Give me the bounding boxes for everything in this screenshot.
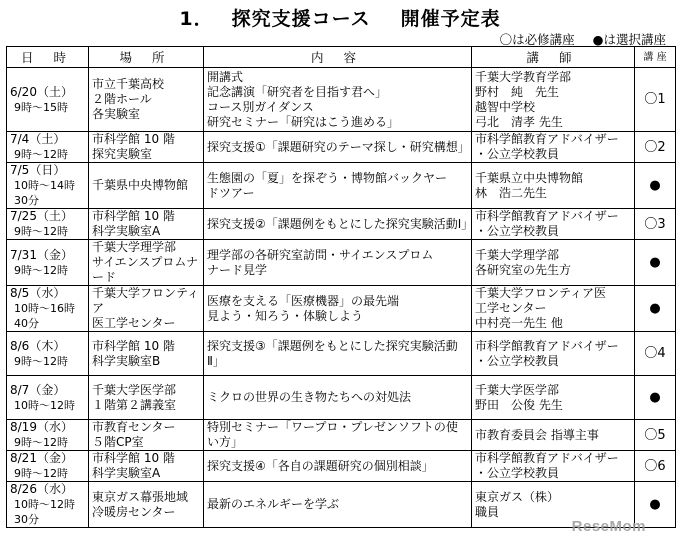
cell-lecturer: [472, 286, 635, 332]
cell-lecturer-line: 市科学館教育アドバイザー: [475, 338, 619, 353]
cell-date: [7, 451, 89, 482]
header-course: 講 座: [635, 47, 676, 68]
cell-place-line: 科学実験室B: [92, 353, 161, 368]
cell-place: [89, 482, 204, 528]
cell-course: [635, 163, 676, 209]
cell-content-line: 理学部の各研究室訪問・サイエンスプロム: [207, 247, 434, 262]
cell-place: [89, 132, 204, 163]
cell-course: [635, 240, 676, 286]
time-text: 9時〜12時: [14, 263, 68, 277]
date-text: 7/5（日）: [10, 163, 66, 177]
elective-bullet-icon: ●: [649, 497, 661, 512]
cell-content-line: 研究セミナー「研究はこう進める」: [207, 114, 400, 129]
cell-date: [7, 163, 89, 209]
cell-lecturer: [472, 68, 635, 132]
cell-lecturer-line: 中村亮一先生 他: [475, 316, 563, 330]
cell-place-line: 科学実験室A: [92, 466, 161, 480]
cell-date: [7, 132, 89, 163]
cell-content-line: 医療を支える「医療機器」の最先端: [207, 293, 400, 308]
cell-place-line: 市教育センター: [92, 420, 176, 434]
cell-course: [635, 332, 676, 376]
cell-place: [89, 451, 204, 482]
cell-lecturer-line: 千葉県立中央博物館: [475, 170, 584, 185]
time-text: 9時〜12時: [14, 354, 68, 368]
cell-content: [204, 286, 472, 332]
course-label: 〇6: [644, 458, 666, 474]
cell-place-line: 医工学センター: [92, 316, 176, 330]
cell-place-line: 東京ガス幕張地域: [92, 489, 189, 504]
cell-place-line: 科学実験室A: [92, 224, 161, 238]
cell-lecturer-line: 千葉大学医学部: [475, 382, 560, 397]
cell-date: [7, 209, 89, 240]
cell-place: [89, 420, 204, 451]
time-text: 10時〜12時: [14, 398, 75, 412]
date-text: 7/25（土）: [10, 209, 73, 223]
watermark-logo: ReseMom: [571, 518, 646, 535]
cell-lecturer-line: 野田 公俊 先生: [475, 397, 563, 412]
date-text: 8/7（金）: [10, 382, 66, 397]
cell-lecturer-line: 野村 純 先生: [475, 84, 560, 99]
date-text: 8/19（水）: [10, 420, 73, 434]
table-header-row: [7, 47, 676, 68]
cell-lecturer-line: 市科学館教育アドバイザー: [475, 132, 619, 146]
cell-place: [89, 209, 204, 240]
cell-lecturer-line: 林 浩二先生: [475, 185, 548, 200]
table-row: [7, 376, 676, 420]
table-row: [7, 240, 676, 286]
date-text: 8/26（水）: [10, 482, 73, 496]
cell-content-line: ナード見学: [207, 262, 268, 277]
cell-date: [7, 68, 89, 132]
cell-lecturer: [472, 163, 635, 209]
title-name: 探究支援コース: [231, 8, 371, 30]
cell-content: [204, 376, 472, 420]
cell-lecturer-line: 千葉大学理学部: [475, 247, 560, 262]
cell-course: [635, 420, 676, 451]
legend-elective: ●は選択講座: [592, 32, 666, 47]
cell-lecturer-line: ・公立学校教員: [475, 224, 560, 238]
cell-content: [204, 68, 472, 132]
course-label: 〇3: [644, 216, 666, 232]
cell-content: [204, 132, 472, 163]
cell-content-line: 探究支援③「課題例をもとにした探究実験活動Ⅱ」: [207, 338, 458, 368]
time-text: 9時〜12時: [14, 148, 68, 161]
date-text: 7/4（土）: [10, 132, 66, 146]
cell-course: [635, 286, 676, 332]
cell-content-line: 開講式: [207, 69, 244, 84]
cell-lecturer-line: 千葉大学フロンティア医: [475, 286, 607, 300]
cell-place-line: １階第２講義室: [92, 397, 177, 412]
cell-content-line: コース別ガイダンス: [207, 99, 314, 114]
cell-course: [635, 68, 676, 132]
cell-content-line: 見よう・知ろう・体験しよう: [207, 308, 364, 323]
cell-place-line: 千葉大学医学部: [92, 382, 177, 397]
schedule-table: [6, 46, 676, 528]
cell-date: [7, 240, 89, 286]
cell-place-line: ５階CP室: [92, 435, 144, 449]
header-date: 日 時: [7, 47, 89, 68]
date-text: 8/6（木）: [10, 338, 66, 353]
cell-date: [7, 482, 89, 528]
cell-lecturer-line: 市教育委員会 指導主事: [475, 427, 599, 442]
legend-required: 〇は必修講座: [499, 32, 575, 47]
course-label: 〇2: [644, 139, 666, 155]
elective-bullet-icon: ●: [649, 301, 661, 316]
cell-place-line: 千葉県中央博物館: [92, 178, 189, 192]
header-place: 場 所: [89, 47, 204, 68]
cell-lecturer: [472, 420, 635, 451]
cell-date: [7, 376, 89, 420]
course-label: 〇4: [644, 346, 666, 361]
header-lecturer: 講 師: [472, 47, 635, 68]
table-row: [7, 132, 676, 163]
cell-course: [635, 132, 676, 163]
table-row: [7, 420, 676, 451]
cell-place-line: 各実験室: [92, 107, 141, 121]
cell-place: [89, 376, 204, 420]
cell-lecturer: [472, 132, 635, 163]
cell-lecturer: [472, 376, 635, 420]
course-label: 〇5: [644, 427, 666, 443]
time-text: 9時〜15時: [14, 100, 68, 114]
cell-place: [89, 68, 204, 132]
table-row: [7, 163, 676, 209]
cell-place-line: サイエンスプロムナード: [92, 255, 199, 284]
cell-content-line: ドツアー: [207, 185, 255, 200]
table-row: [7, 68, 676, 132]
cell-place: [89, 286, 204, 332]
date-text: 8/5（水）: [10, 286, 66, 300]
cell-content-line: 探究支援②「課題例をもとにした探究実験活動Ⅰ」: [207, 216, 474, 231]
cell-lecturer-line: ・公立学校教員: [475, 466, 560, 480]
page-title: [0, 4, 680, 31]
cell-content: [204, 240, 472, 286]
cell-content-line: 探究支援④「各自の課題研究の個別相談」: [207, 458, 434, 473]
cell-lecturer: [472, 451, 635, 482]
cell-date: [7, 420, 89, 451]
elective-bullet-icon: ●: [649, 255, 661, 270]
date-text: 7/31（金）: [10, 247, 73, 262]
cell-lecturer-line: ・公立学校教員: [475, 147, 560, 161]
cell-date: [7, 286, 89, 332]
cell-lecturer-line: 越智中学校: [475, 99, 536, 114]
cell-content: [204, 332, 472, 376]
cell-date: [7, 332, 89, 376]
cell-lecturer-line: 千葉大学教育学部: [475, 69, 572, 84]
cell-lecturer-line: 東京ガス（株）: [475, 489, 560, 504]
course-label: 〇1: [644, 92, 666, 107]
time-text: 9時〜12時: [14, 467, 68, 480]
table-body: [7, 68, 676, 528]
cell-place-line: 千葉大学理学部: [92, 240, 177, 254]
cell-content-line: 最新のエネルギーを学ぶ: [207, 497, 340, 511]
cell-lecturer: [472, 332, 635, 376]
cell-place-line: 冷暖房センター: [92, 504, 176, 519]
cell-place-line: 市科学館 10 階: [92, 338, 175, 353]
time-text: 10時〜14時30分: [14, 179, 75, 207]
date-text: 6/20（土）: [10, 84, 73, 99]
cell-place-line: 市科学館 10 階: [92, 209, 175, 223]
time-text: 10時〜12時30分: [14, 498, 75, 526]
cell-content: [204, 482, 472, 528]
cell-course: [635, 209, 676, 240]
time-text: 9時〜12時: [14, 436, 68, 449]
cell-lecturer-line: 市科学館教育アドバイザー: [475, 209, 619, 223]
cell-content-line: 探究支援①「課題研究のテーマ探し・研究構想」: [207, 139, 470, 154]
cell-course: [635, 451, 676, 482]
cell-content-line: 特別セミナー「ワープロ・プレゼンソフトの使い方」: [207, 420, 458, 449]
cell-lecturer-line: 職員: [475, 504, 500, 519]
cell-place-line: 市立千葉高校: [92, 77, 165, 91]
cell-place-line: 探究実験室: [92, 147, 153, 161]
cell-content-line: 生態園の「夏」を探ぞう・博物館バックヤー: [207, 170, 448, 185]
cell-lecturer-line: 工学センター: [475, 301, 547, 315]
cell-content-line: 記念講演「研究者を目指す君へ」: [207, 84, 388, 99]
title-subtitle: 開催予定表: [400, 8, 501, 30]
cell-content: [204, 420, 472, 451]
time-text: 9時〜12時: [14, 225, 68, 238]
cell-lecturer: [472, 240, 635, 286]
cell-lecturer-line: 市科学館教育アドバイザー: [475, 451, 619, 465]
date-text: 8/21（金）: [10, 451, 73, 465]
table-row: [7, 332, 676, 376]
cell-place-line: 市科学館 10 階: [92, 132, 175, 146]
elective-bullet-icon: ●: [649, 178, 661, 193]
cell-place: [89, 332, 204, 376]
table-row: [7, 451, 676, 482]
cell-lecturer-line: 各研究室の先生方: [475, 262, 572, 277]
cell-place: [89, 163, 204, 209]
cell-lecturer: [472, 209, 635, 240]
time-text: 10時〜16時40分: [14, 302, 75, 330]
cell-place-line: ２階ホール: [92, 92, 152, 106]
cell-place: [89, 240, 204, 286]
elective-bullet-icon: ●: [649, 390, 661, 405]
cell-content: [204, 163, 472, 209]
cell-content: [204, 209, 472, 240]
table-row: [7, 286, 676, 332]
cell-content: [204, 451, 472, 482]
title-number: 1．: [179, 8, 214, 30]
header-content: 内 容: [204, 47, 472, 68]
cell-lecturer-line: 弓北 清孝 先生: [475, 114, 563, 129]
cell-course: [635, 376, 676, 420]
cell-place-line: 市科学館 10 階: [92, 451, 175, 465]
cell-lecturer-line: ・公立学校教員: [475, 353, 560, 368]
table-row: [7, 209, 676, 240]
cell-content-line: ミクロの世界の生き物たちへの対処法: [207, 390, 412, 404]
cell-place-line: 千葉大学フロンティア: [92, 286, 200, 315]
